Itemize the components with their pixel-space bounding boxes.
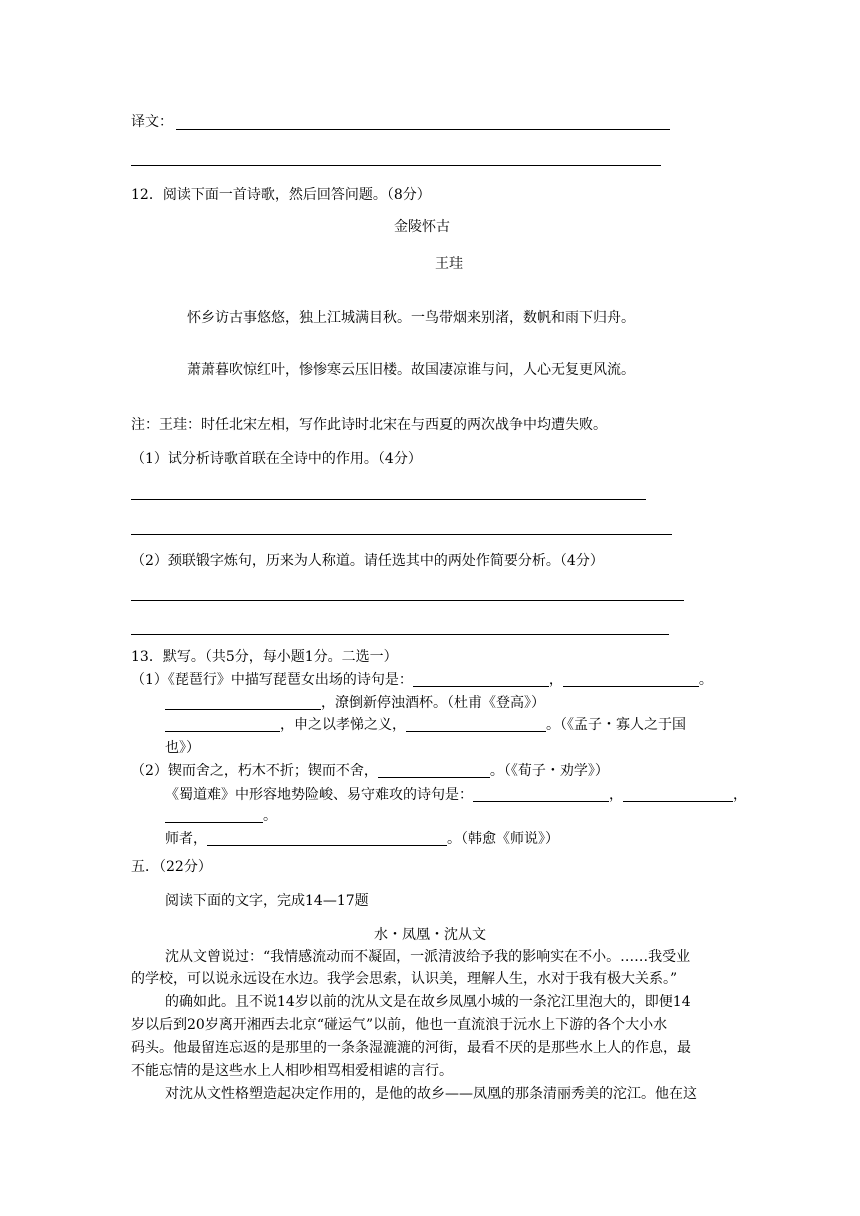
answer-line: [131, 534, 672, 535]
q13-shishuo-prefix: 师者，: [165, 831, 207, 847]
article-p2-line3: 码头。他最留连忘返的是那里的一条条湿漉漉的河街，最看不厌的是那些水上人的作息，最: [131, 1040, 691, 1056]
period: 。: [263, 808, 277, 824]
q13-1-line-a: [131, 671, 713, 689]
article-p1-line2: 的学校，可以说永远设在水边。我学会思索，认识美，理解人生，水对于我有极大关系。”: [131, 971, 678, 987]
fill-blank: [406, 716, 546, 732]
period: 。: [698, 672, 713, 688]
q13-shudao-prefix: 《蜀道难》中形容地势险峻、易守难攻的诗句是：: [165, 787, 473, 803]
q13-mencius-mid: ，申之以孝悌之义，: [280, 717, 406, 733]
question-12-stem: 12．阅读下面一首诗歌，然后回答问题。（8分）: [131, 187, 431, 203]
section-5-instruction: 阅读下面的文字，完成14—17题: [165, 893, 369, 909]
question-12-2: （2）颈联锻字炼句，历来为人称道。请任选其中的两处作简要分析。（4分）: [131, 553, 604, 569]
answer-line: [131, 499, 646, 500]
fill-blank: [165, 807, 263, 823]
q13-2-line-b: [165, 786, 747, 804]
poem-line-1: 怀乡访古事悠悠，独上江城满目秋。一鸟带烟来别渚，数帆和雨下归舟。: [187, 310, 635, 326]
fill-blank: [165, 694, 321, 710]
fill-blank: [207, 830, 447, 846]
q13-xunzi-source: 。（《荀子・劝学》）: [489, 763, 609, 779]
question-12-1: （1）试分析诗歌首联在全诗中的作用。（4分）: [131, 451, 422, 467]
q13-dengao-text: ，潦倒新停浊酒杯。（杜甫《登高》）: [321, 695, 545, 711]
q13-1-prefix: （1）《琵琶行》中描写琵琶女出场的诗句是：: [131, 672, 413, 688]
fill-blank: [378, 762, 490, 778]
comma: ，: [733, 787, 747, 803]
q13-mencius-source: 。（《孟子・寡人之于国: [546, 717, 686, 733]
poem-title: 金陵怀古: [394, 219, 450, 235]
article-p1-line1: 沈从文曾说过：“我情感流动而不凝固，一派清波给予我的影响实在不小。……我受业: [165, 949, 691, 965]
article-p2-line2: 岁以后到20岁离开湘西去北京“碰运气”以前，他也一直流浪于沅水上下游的各个大小水: [131, 1017, 668, 1033]
q13-2-line-a: [131, 762, 609, 780]
answer-line: [176, 129, 670, 130]
q13-1-line-b: [165, 694, 545, 712]
answer-line: [131, 165, 661, 166]
article-p2-line1: 的确如此。且不说14岁以前的沈从文是在故乡凤凰小城的一条沱江里泡大的，即便14: [165, 994, 691, 1010]
fill-blank: [413, 671, 549, 687]
translation-label: 译文：: [131, 114, 173, 130]
poem-author: 王珪: [435, 256, 463, 272]
fill-blank: [473, 786, 609, 802]
article-p3-line1: 对沈从文性格塑造起决定作用的，是他的故乡——凤凰的那条清丽秀美的沱江。他在这: [165, 1086, 697, 1102]
q13-2-line-c: [165, 807, 277, 825]
q13-2-prefix: （2）锲而舍之，朽木不折；锲而不舍，: [131, 763, 378, 779]
q13-mencius-source-end: 也》）: [165, 740, 200, 756]
answer-line: [131, 600, 684, 601]
article-p2-line4: 不能忘情的是这些水上人相吵相骂相爱相谑的言行。: [131, 1063, 453, 1079]
question-13-stem: 13．默写。（共5分，每小题1分。二选一）: [131, 649, 398, 665]
q13-shishuo-source: 。（韩愈《师说》）: [447, 831, 559, 847]
comma: ，: [548, 672, 563, 688]
answer-line: [131, 634, 669, 635]
section-5-heading: 五．（22分）: [131, 859, 212, 875]
comma: ，: [609, 787, 623, 803]
fill-blank: [623, 786, 733, 802]
article-title: 水・凤凰・沈从文: [374, 927, 486, 943]
poem-line-2: 萧萧暮吹惊红叶，惨惨寒云压旧楼。故国凄凉谁与问，人心无复更风流。: [187, 362, 635, 378]
poem-note: 注：王珪：时任北宋左相，写作此诗时北宋在与西夏的两次战争中均遭失败。: [131, 417, 607, 433]
fill-blank: [563, 671, 699, 687]
q13-2-line-d: [165, 830, 559, 848]
fill-blank: [165, 716, 280, 732]
q13-1-line-c: [165, 716, 686, 734]
